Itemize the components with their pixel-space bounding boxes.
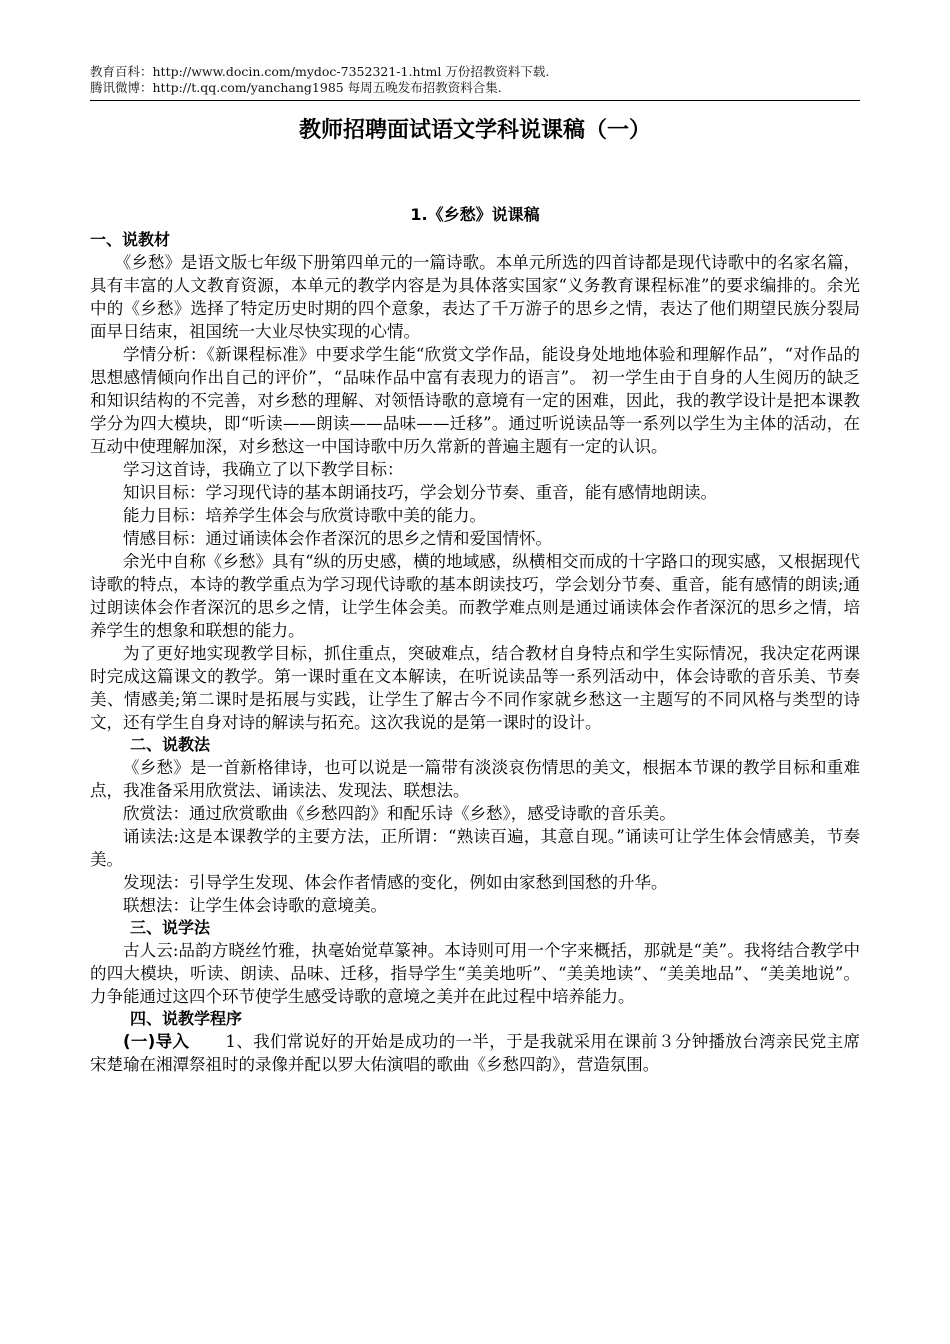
subsection-label-intro: (一)导入: [123, 1032, 190, 1051]
paragraph: 联想法：让学生体会诗歌的意境美。: [123, 896, 387, 915]
paragraph: 学情分析：《新课程标准》中要求学生能“欣赏文学作品，能设身处地地体验和理解作品”，“对作品的思想感情倾向作出自己的评价”，“品味作品中富有表现力的语言”。 初一学生由于自身的人生阅历的缺乏和知识结构的不完善，对乡愁的理解、对领悟诗歌的意境有一定的困难，因此，我的教学设计是把本课教学分为四大模块，即“听读——朗读——品味——迁移”。通过听说读品等一系列以学生为主体的活动，在互动中使理解加深，对乡愁这一中国诗歌中历久常新的普遍主题有一定的认识。: [90, 345, 860, 456]
paragraph: [90, 1030, 860, 1076]
paragraph: 发现法：引导学生发现、体会作者情感的变化，例如由家愁到国愁的升华。: [123, 873, 668, 892]
paragraph: 为了更好地实现教学目标，抓住重点，突破难点，结合教材自身特点和学生实际情况，我决定花两课时完成这篇课文的教学。第一课时重在文本解读，在听说读品等一系列活动中，体会诗歌的音乐美、节奏美、情感美;第二课时是拓展与实践，让学生了解古今不同作家就乡愁这一主题写的不同风格与类型的诗文，还有学生自身对诗的解读与拓充。这次我说的是第一课时的设计。: [90, 644, 860, 732]
lesson-subtitle: 1.《乡愁》说课稿: [410, 205, 540, 224]
paragraph: 诵读法:这是本课教学的主要方法，正所谓：“熟读百遍，其意自现。”诵读可让学生体会情感美，节奏美。: [90, 827, 860, 869]
header-line-docin: 教育百科：http://www.docin.com/mydoc-7352321-1.html 万份招教资料下载.: [90, 64, 550, 79]
section-heading-textbook: 一、说教材: [90, 230, 171, 249]
paragraph: 《乡愁》是语文版七年级下册第四单元的一篇诗歌。本单元所选的四首诗都是现代诗歌中的名家名篇，具有丰富的人文教育资源，本单元的教学内容是为具体落实国家“义务教育课程标准”的要求编排的。余光中的《乡愁》选择了特定历史时期的四个意象，表达了千万游子的思乡之情，表达了他们期望民族分裂局面早日结束，祖国统一大业尽快实现的心情。: [90, 253, 860, 341]
page-header: [90, 64, 860, 96]
paragraph: 知识目标：学习现代诗的基本朗诵技巧，学会划分节奏、重音，能有感情地朗读。: [123, 483, 717, 502]
paragraph: 古人云:品韵方晓丝竹雅，执毫始觉草篆神。本诗则可用一个字来概括，那就是“美”。我将结合教学中的四大模块，听读、朗读、品味、迁移，指导学生“美美地听”、“美美地读”、“美美地品”、“美美地说”。 力争能通过这四个环节使学生感受诗歌的意境之美并在此过程中培养能力。: [90, 941, 860, 1006]
paragraph: 余光中自称《乡愁》具有“纵的历史感，横的地域感，纵横相交而成的十字路口的现实感，又根据现代诗歌的特点，本诗的教学重点为学习现代诗歌的基本朗读技巧，学会划分节奏、重音，能有感情的朗读;通过朗读体会作者深沉的思乡之情，让学生体会美。而教学难点则是通过诵读体会作者深沉的思乡之情，培养学生的想象和联想的能力。: [90, 552, 860, 640]
paragraph: 《乡愁》是一首新格律诗，也可以说是一篇带有淡淡哀伤情思的美文，根据本节课的教学目标和重难点，我准备采用欣赏法、诵读法、发现法、联想法。: [90, 758, 860, 800]
paragraph: 能力目标：培养学生体会与欣赏诗歌中美的能力。: [123, 506, 486, 525]
paragraph: 学习这首诗，我确立了以下教学目标：: [123, 460, 404, 479]
paragraph-text: 1、我们常说好的开始是成功的一半，于是我就采用在课前３分钟播放台湾亲民党主席宋楚瑜在湘潭祭祖时的录像并配以罗大佑演唱的歌曲《乡愁四韵》，营造氛围。: [90, 1032, 860, 1074]
document-body: [90, 203, 860, 1076]
document-title: 教师招聘面试语文学科说课稿（一）: [298, 118, 651, 143]
header-line-weibo: 腾讯微博：http://t.qq.com/yanchang1985 每周五晚发布招教资料合集.: [90, 80, 502, 95]
paragraph: 情感目标：通过诵读体会作者深沉的思乡之情和爱国情怀。: [123, 529, 552, 548]
section-heading-teaching-procedure: 四、说教学程序: [130, 1009, 243, 1028]
header-divider: [90, 100, 860, 101]
paragraph: 欣赏法：通过欣赏歌曲《乡愁四韵》和配乐诗《乡愁》，感受诗歌的音乐美。: [123, 804, 676, 823]
section-heading-learning-method: 三、说学法: [130, 918, 211, 937]
section-heading-teaching-method: 二、说教法: [130, 735, 211, 754]
